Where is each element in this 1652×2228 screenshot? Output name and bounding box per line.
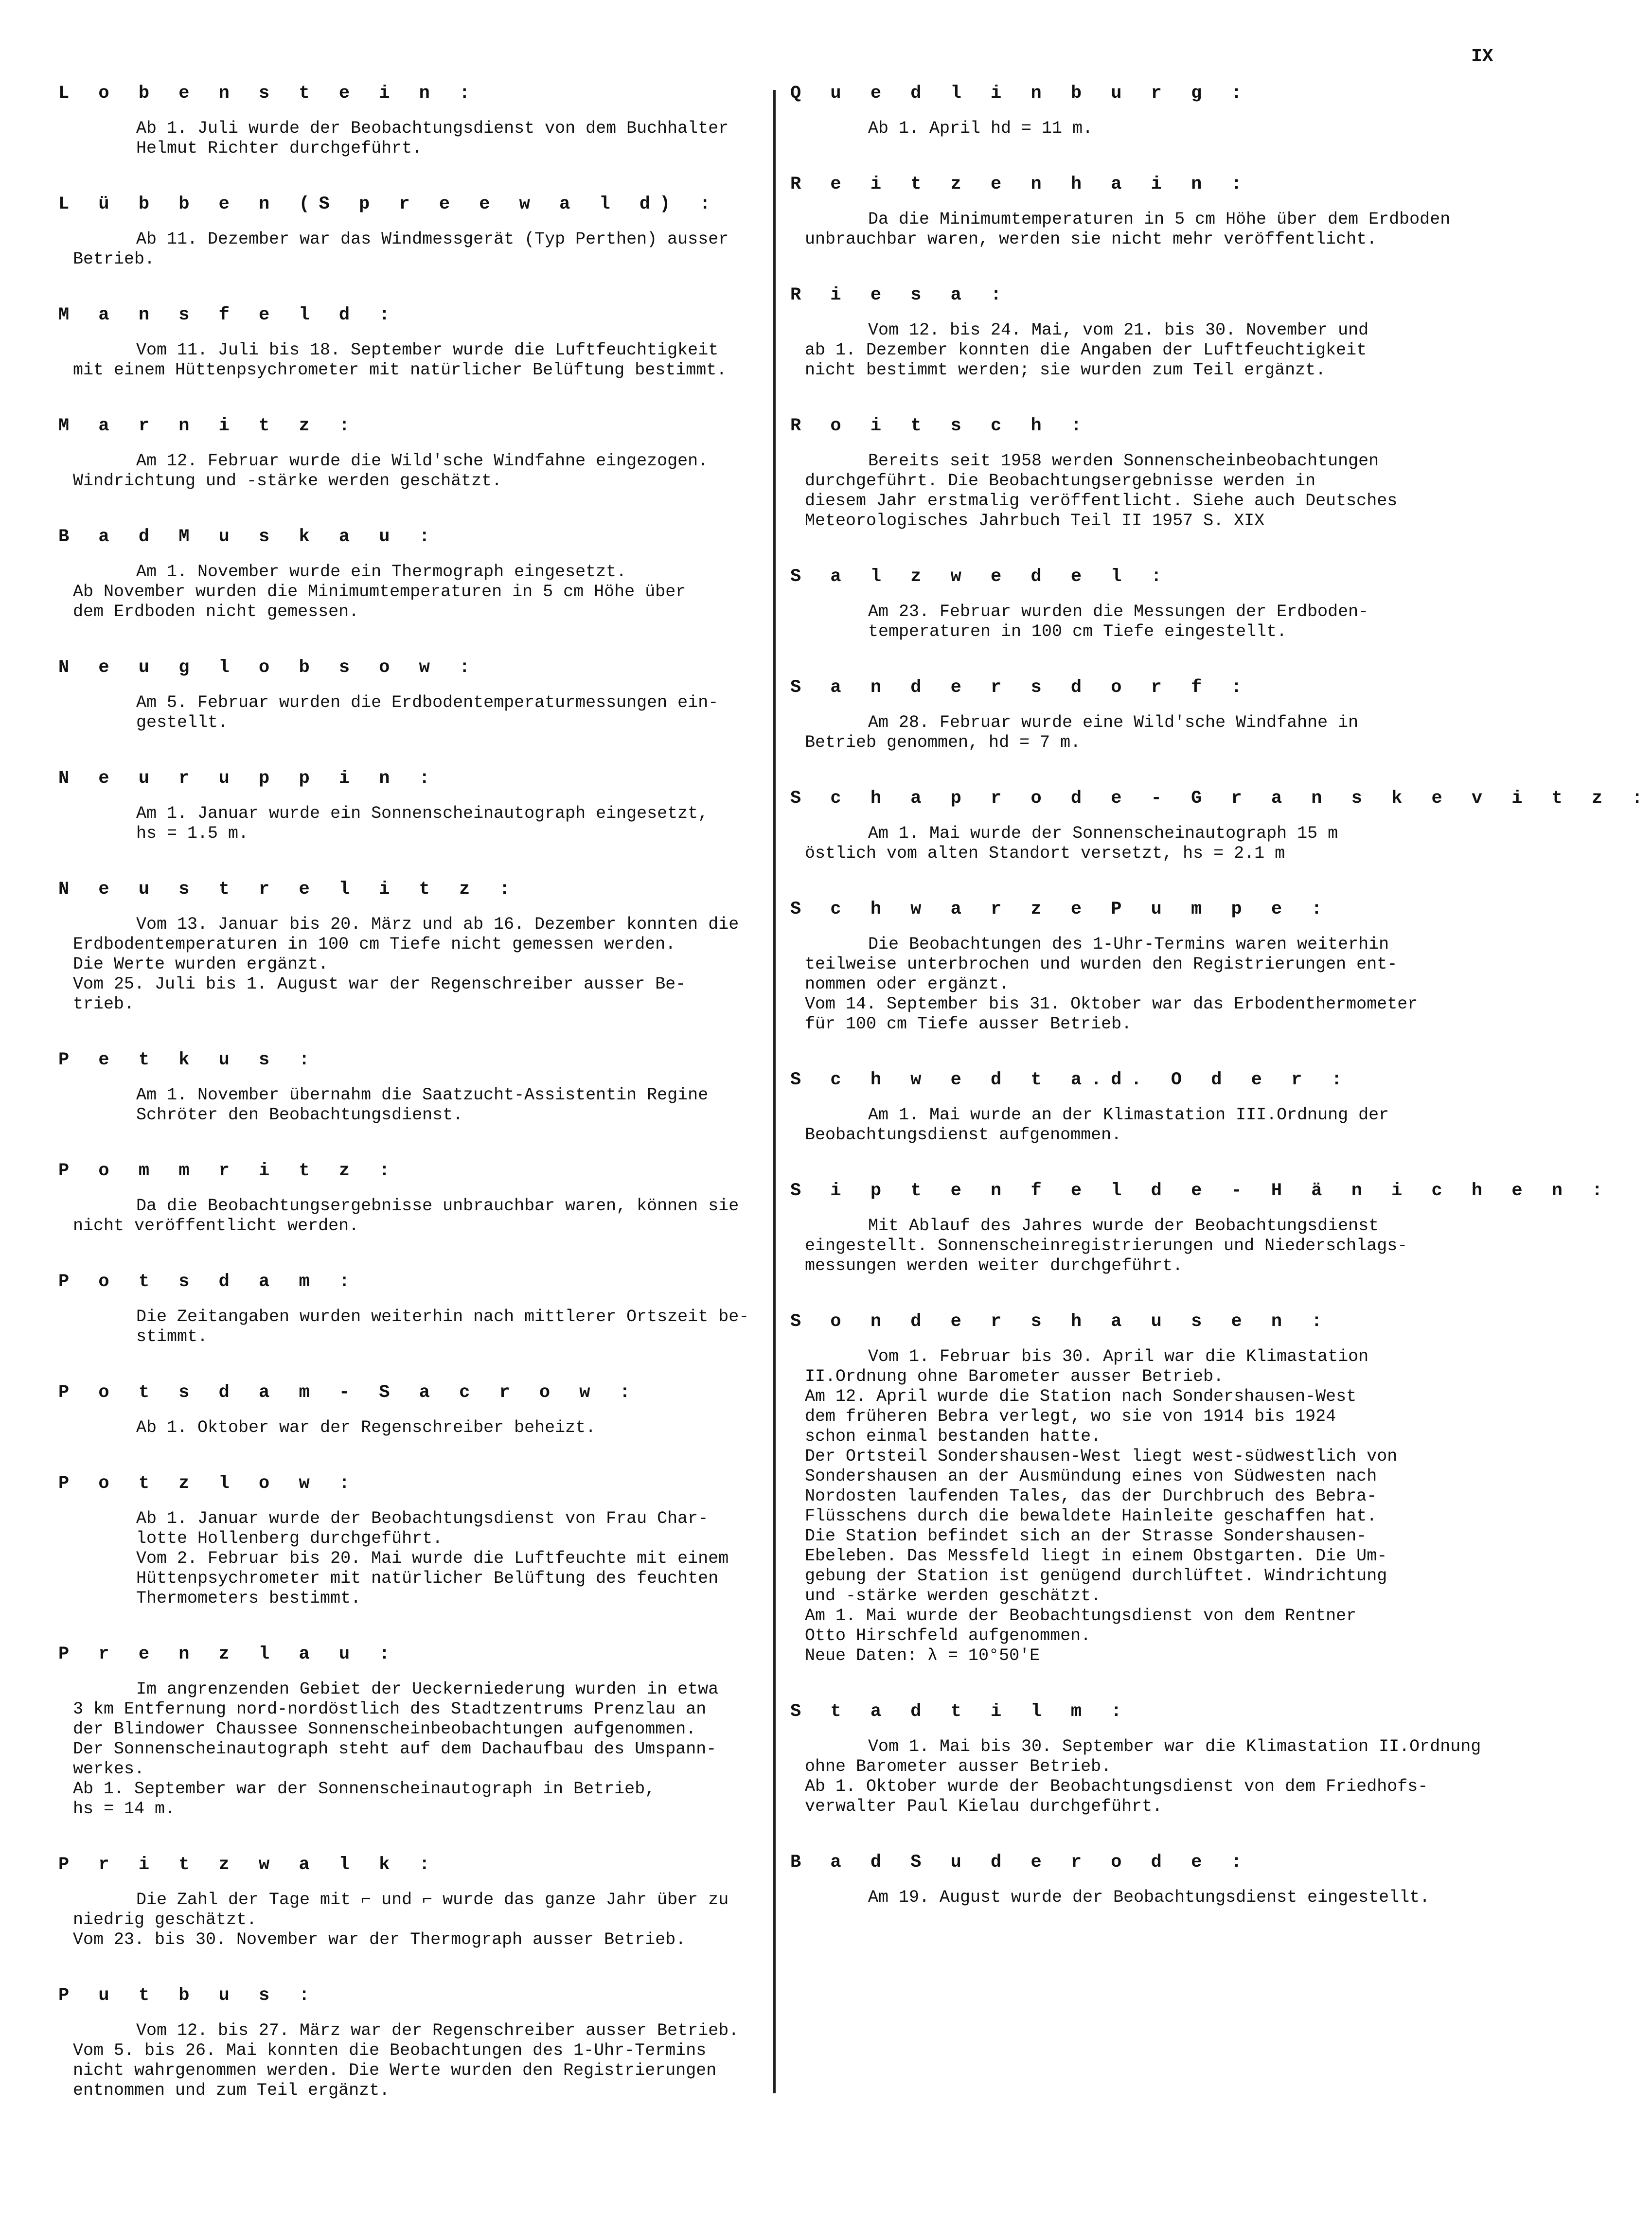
station-entry [790, 788, 1652, 864]
station-note [73, 340, 768, 380]
note-line: Mit Ablauf des Jahres wurde der Beobachtungsdienst [868, 1216, 1379, 1236]
station-note [805, 1347, 1491, 1666]
note-line: Am 12. Februar wurde die Wild'sche Windfahne eingezogen. [136, 451, 709, 471]
station-entry [790, 83, 1491, 139]
note-line: gebung der Station ist genügend durchlüftet. Windrichtung [805, 1566, 1387, 1586]
note-line: Am 1. Mai wurde der Sonnenscheinautograph 15 m [868, 824, 1338, 843]
note-line: hs = 14 m. [73, 1799, 176, 1819]
station-heading: S i p t e n f e l d e - H ä n i c h e n : [790, 1181, 1612, 1201]
station-entry [58, 1854, 768, 1950]
note-line: Die Zeitangaben wurden weiterhin nach mittlerer Ortszeit be- [136, 1307, 749, 1326]
note-line: Windrichtung und -stärke werden geschätzt. [73, 471, 502, 491]
station-heading: P e t k u s : [58, 1050, 319, 1070]
note-line: trieb. [73, 994, 135, 1014]
station-heading: P u t b u s : [58, 1985, 319, 2006]
station-note [73, 1196, 768, 1236]
note-line: östlich vom alten Standort versetzt, hs = 2.1 m [805, 844, 1285, 863]
note-line: der Blindower Chaussee Sonnenscheinbeobachtungen aufgenommen. [73, 1719, 696, 1739]
station-note [805, 1216, 1491, 1276]
note-line: Im angrenzenden Gebiet der Ueckerniederung wurden in etwa [136, 1680, 719, 1699]
station-note [73, 562, 768, 622]
note-line: unbrauchbar waren, werden sie nicht mehr veröffentlicht. [805, 230, 1377, 249]
note-line: niedrig geschätzt. [73, 1910, 257, 1929]
note-line: Thermometers bestimmt. [136, 1589, 361, 1608]
note-line: nicht bestimmt werden; sie wurden zum Teil ergänzt. [805, 360, 1326, 380]
station-entry [58, 879, 768, 1014]
station-entry [58, 1271, 768, 1347]
station-note [73, 915, 768, 1014]
note-line: Da die Minimumtemperaturen in 5 cm Höhe über dem Erdboden [868, 210, 1451, 229]
note-line: Sondershausen an der Ausmündung eines von Südwesten nach [805, 1467, 1377, 1486]
station-heading: B a d S u d e r o d e : [790, 1852, 1251, 1873]
station-heading: S o n d e r s h a u s e n : [790, 1311, 1332, 1332]
note-line: Am 1. Januar wurde ein Sonnenscheinautograph eingesetzt, [136, 804, 709, 823]
note-line: Betrieb genommen, hd = 7 m. [805, 733, 1081, 752]
station-entry [790, 415, 1491, 531]
station-note [805, 824, 1491, 864]
note-line: Vom 2. Februar bis 20. Mai wurde die Luftfeuchte mit einem [136, 1549, 729, 1568]
note-line: Neue Daten: λ = 10°50'E [805, 1646, 1040, 1665]
note-line: lotte Hollenberg durchgeführt. [136, 1529, 443, 1548]
station-note [73, 1680, 768, 1819]
note-line: Vom 23. bis 30. November war der Thermograph ausser Betrieb. [73, 1930, 686, 1949]
station-heading: R e i t z e n h a i n : [790, 174, 1251, 195]
note-line: Ab 1. Oktober war der Regenschreiber beheizt. [136, 1418, 596, 1437]
station-heading: R i e s a : [790, 285, 1011, 305]
note-line: Vom 25. Juli bis 1. August war der Regenschreiber ausser Be- [73, 974, 686, 994]
station-heading: L ü b b e n (S p r e e w a l d) : [58, 194, 720, 214]
station-heading: N e u r u p p i n : [58, 768, 439, 789]
station-note [73, 1085, 768, 1125]
station-entry [790, 677, 1491, 753]
station-heading: S a l z w e d e l : [790, 566, 1171, 587]
station-entry [790, 284, 1491, 380]
note-line: mit einem Hüttenpsychrometer mit natürlicher Belüftung bestimmt. [73, 360, 727, 380]
note-line: werkes. [73, 1759, 145, 1779]
station-entry [58, 1382, 768, 1438]
station-heading: M a n s f e l d : [58, 305, 399, 325]
note-line: Ab 1. Juli wurde der Beobachtungsdienst von dem Buchhalter [136, 119, 729, 138]
note-line: nicht veröffentlicht werden. [73, 1216, 359, 1236]
station-entry [58, 415, 768, 491]
station-entry [790, 174, 1491, 249]
note-line: teilweise unterbrochen und wurden den Registrierungen ent- [805, 955, 1398, 974]
note-line: Am 1. November wurde ein Thermograph eingesetzt. [136, 562, 627, 582]
station-heading: S c h w a r z e P u m p e : [790, 899, 1332, 919]
note-line: Die Werte wurden ergänzt. [73, 955, 329, 974]
station-note [805, 1105, 1491, 1145]
note-line: verwalter Paul Kielau durchgeführt. [805, 1797, 1163, 1816]
station-entry [58, 83, 768, 159]
station-note [805, 602, 1491, 642]
note-line: Am 5. Februar wurden die Erdbodentemperaturmessungen ein- [136, 693, 719, 712]
station-heading: P o t s d a m : [58, 1272, 359, 1292]
note-line: II.Ordnung ohne Barometer ausser Betrieb. [805, 1367, 1224, 1386]
note-line: schon einmal bestanden hatte. [805, 1427, 1101, 1446]
note-line: dem Erdboden nicht gemessen. [73, 602, 359, 621]
station-heading: S t a d t i l m : [790, 1701, 1131, 1722]
station-note [73, 119, 768, 159]
note-line: temperaturen in 100 cm Tiefe eingestellt. [868, 622, 1287, 641]
column-divider [773, 90, 776, 2093]
left-column [58, 83, 768, 2136]
station-heading: Q u e d l i n b u r g : [790, 83, 1251, 104]
note-line: Am 28. Februar wurde eine Wild'sche Windfahne in [868, 713, 1359, 732]
station-entry [790, 1701, 1491, 1817]
station-heading: S c h a p r o d e - G r a n s k e v i t z : [790, 788, 1652, 809]
note-line: Meteorologisches Jahrbuch Teil II 1957 S. XIX [805, 511, 1265, 530]
station-heading: S c h w e d t a.d. O d e r : [790, 1070, 1351, 1090]
note-line: Nordosten laufenden Tales, das der Durchbruch des Bebra- [805, 1486, 1377, 1506]
station-entry [58, 1644, 768, 1819]
note-line: Am 1. Mai wurde der Beobachtungsdienst von dem Rentner [805, 1606, 1357, 1626]
note-line: hs = 1.5 m. [136, 824, 249, 843]
station-entry [790, 1311, 1491, 1666]
right-column [790, 83, 1652, 1943]
note-line: Betrieb. [73, 249, 155, 269]
station-entry [58, 1160, 768, 1236]
note-line: Hüttenpsychrometer mit natürlicher Belüftung des feuchten [136, 1569, 719, 1588]
note-line: Die Beobachtungen des 1-Uhr-Termins waren weiterhin [868, 935, 1389, 954]
station-entry [790, 1069, 1491, 1145]
station-entry [58, 526, 768, 622]
note-line: nommen oder ergänzt. [805, 974, 1010, 994]
note-line: Am 23. Februar wurden die Messungen der Erdboden- [868, 602, 1369, 621]
station-note [73, 1509, 768, 1609]
station-entry [58, 1049, 768, 1125]
note-line: Die Zahl der Tage mit ⌐ und ⌐ wurde das ganze Jahr über zu [136, 1890, 729, 1910]
station-note [73, 693, 768, 733]
note-line: ab 1. Dezember konnten die Angaben der Luftfeuchtigkeit [805, 340, 1367, 360]
station-note [73, 451, 768, 491]
station-heading: N e u g l o b s o w : [58, 657, 480, 678]
station-note [73, 1307, 768, 1347]
note-line: Otto Hirschfeld aufgenommen. [805, 1626, 1091, 1645]
station-note [805, 210, 1491, 249]
note-line: und -stärke werden geschätzt. [805, 1586, 1101, 1606]
note-line: Der Sonnenscheinautograph steht auf dem Dachaufbau des Umspann- [73, 1739, 717, 1759]
station-note [805, 451, 1491, 531]
station-note [805, 1737, 1491, 1817]
station-note [805, 935, 1491, 1034]
note-line: Vom 1. Februar bis 30. April war die Klimastation [868, 1347, 1369, 1366]
note-line: durchgeführt. Die Beobachtungsergebnisse werden in [805, 471, 1316, 491]
note-line: Ab 11. Dezember war das Windmessgerät (Typ Perthen) ausser [136, 230, 729, 249]
note-line: Ab 1. Oktober wurde der Beobachtungsdienst von dem Friedhofs- [805, 1777, 1428, 1796]
note-line: messungen werden weiter durchgeführt. [805, 1256, 1183, 1275]
station-note [73, 804, 768, 844]
station-heading: N e u s t r e l i t z : [58, 879, 519, 900]
note-line: Am 1. November übernahm die Saatzucht-Assistentin Regine [136, 1085, 709, 1105]
station-heading: M a r n i t z : [58, 416, 359, 436]
note-line: Da die Beobachtungsergebnisse unbrauchbar waren, können sie [136, 1196, 739, 1216]
station-entry [58, 1985, 768, 2101]
note-line: Am 1. Mai wurde an der Klimastation III.Ordnung der [868, 1105, 1389, 1125]
station-heading: P r i t z w a l k : [58, 1855, 439, 1875]
note-line: Die Station befindet sich an der Strasse Sondershausen- [805, 1526, 1367, 1546]
note-line: Ab 1. Januar wurde der Beobachtungsdienst von Frau Char- [136, 1509, 709, 1528]
station-entry [790, 1180, 1612, 1276]
station-note [73, 230, 768, 269]
note-line: Vom 13. Januar bis 20. März und ab 16. Dezember konnten die [136, 915, 739, 934]
station-entry [790, 1852, 1491, 1908]
note-line: für 100 cm Tiefe ausser Betrieb. [805, 1014, 1132, 1034]
station-heading: P o t s d a m - S a c r o w : [58, 1382, 639, 1403]
note-line: Vom 12. bis 24. Mai, vom 21. bis 30. November und [868, 320, 1369, 340]
note-line: Am 12. April wurde die Station nach Sondershausen-West [805, 1387, 1357, 1406]
station-note [805, 119, 1491, 139]
note-line: entnommen und zum Teil ergänzt. [73, 2081, 390, 2100]
note-line: Vom 12. bis 27. März war der Regenschreiber ausser Betrieb. [136, 2021, 739, 2040]
note-line: Schröter den Beobachtungsdienst. [136, 1105, 463, 1125]
note-line: Vom 1. Mai bis 30. September war die Klimastation II.Ordnung [868, 1737, 1481, 1756]
note-line: stimmt. [136, 1327, 208, 1346]
station-note [73, 2021, 768, 2101]
note-line: Ab 1. April hd = 11 m. [868, 119, 1093, 138]
note-line: diesem Jahr erstmalig veröffentlicht. Siehe auch Deutsches [805, 491, 1398, 511]
station-note [805, 1888, 1491, 1908]
note-line: eingestellt. Sonnenscheinregistrierungen und Niederschlags- [805, 1236, 1408, 1255]
note-line: Beobachtungsdienst aufgenommen. [805, 1125, 1122, 1145]
station-note [73, 1418, 768, 1438]
station-entry [790, 566, 1491, 642]
station-entry [58, 657, 768, 733]
station-heading: R o i t s c h : [790, 416, 1091, 436]
note-line: Ab 1. September war der Sonnenscheinautograph in Betrieb, [73, 1779, 656, 1799]
note-line: Erdbodentemperaturen in 100 cm Tiefe nicht gemessen werden. [73, 935, 676, 954]
station-note [805, 320, 1491, 380]
station-entry [58, 768, 768, 844]
note-line: Ebeleben. Das Messfeld liegt in einem Obstgarten. Die Um- [805, 1546, 1387, 1566]
note-line: Bereits seit 1958 werden Sonnenscheinbeobachtungen [868, 451, 1379, 471]
note-line: Flüsschens durch die bewaldete Hainleite geschaffen hat. [805, 1506, 1377, 1526]
note-line: Am 19. August wurde der Beobachtungsdienst eingestellt. [868, 1888, 1430, 1907]
note-line: Vom 14. September bis 31. Oktober war das Erbodenthermometer [805, 994, 1418, 1014]
note-line: Vom 11. Juli bis 18. September wurde die Luftfeuchtigkeit [136, 340, 719, 360]
note-line: 3 km Entfernung nord-nordöstlich des Stadtzentrums Prenzlau an [73, 1699, 707, 1719]
station-note [73, 1890, 768, 1950]
note-line: Ab November wurden die Minimumtemperaturen in 5 cm Höhe über [73, 582, 686, 601]
station-entry [58, 1473, 768, 1609]
note-line: dem früheren Bebra verlegt, wo sie von 1914 bis 1924 [805, 1407, 1336, 1426]
note-line: gestellt. [136, 713, 229, 732]
station-entry [58, 304, 768, 380]
station-entry [790, 899, 1491, 1034]
station-heading: L o b e n s t e i n : [58, 83, 480, 104]
station-heading: P r e n z l a u : [58, 1644, 399, 1664]
station-heading: S a n d e r s d o r f : [790, 677, 1251, 698]
note-line: nicht wahrgenommen werden. Die Werte wurden den Registrierungen [73, 2061, 717, 2080]
station-heading: B a d M u s k a u : [58, 527, 439, 547]
note-line: ohne Barometer ausser Betrieb. [805, 1757, 1112, 1776]
station-heading: P o m m r i t z : [58, 1161, 399, 1181]
note-line: Der Ortsteil Sondershausen-West liegt west-südwestlich von [805, 1447, 1398, 1466]
station-note [805, 713, 1491, 753]
page-number: IX [1471, 46, 1493, 67]
note-line: Vom 5. bis 26. Mai konnten die Beobachtungen des 1-Uhr-Termins [73, 2041, 707, 2060]
station-heading: P o t z l o w : [58, 1473, 359, 1494]
station-entry [58, 194, 768, 269]
note-line: Helmut Richter durchgeführt. [136, 139, 423, 158]
